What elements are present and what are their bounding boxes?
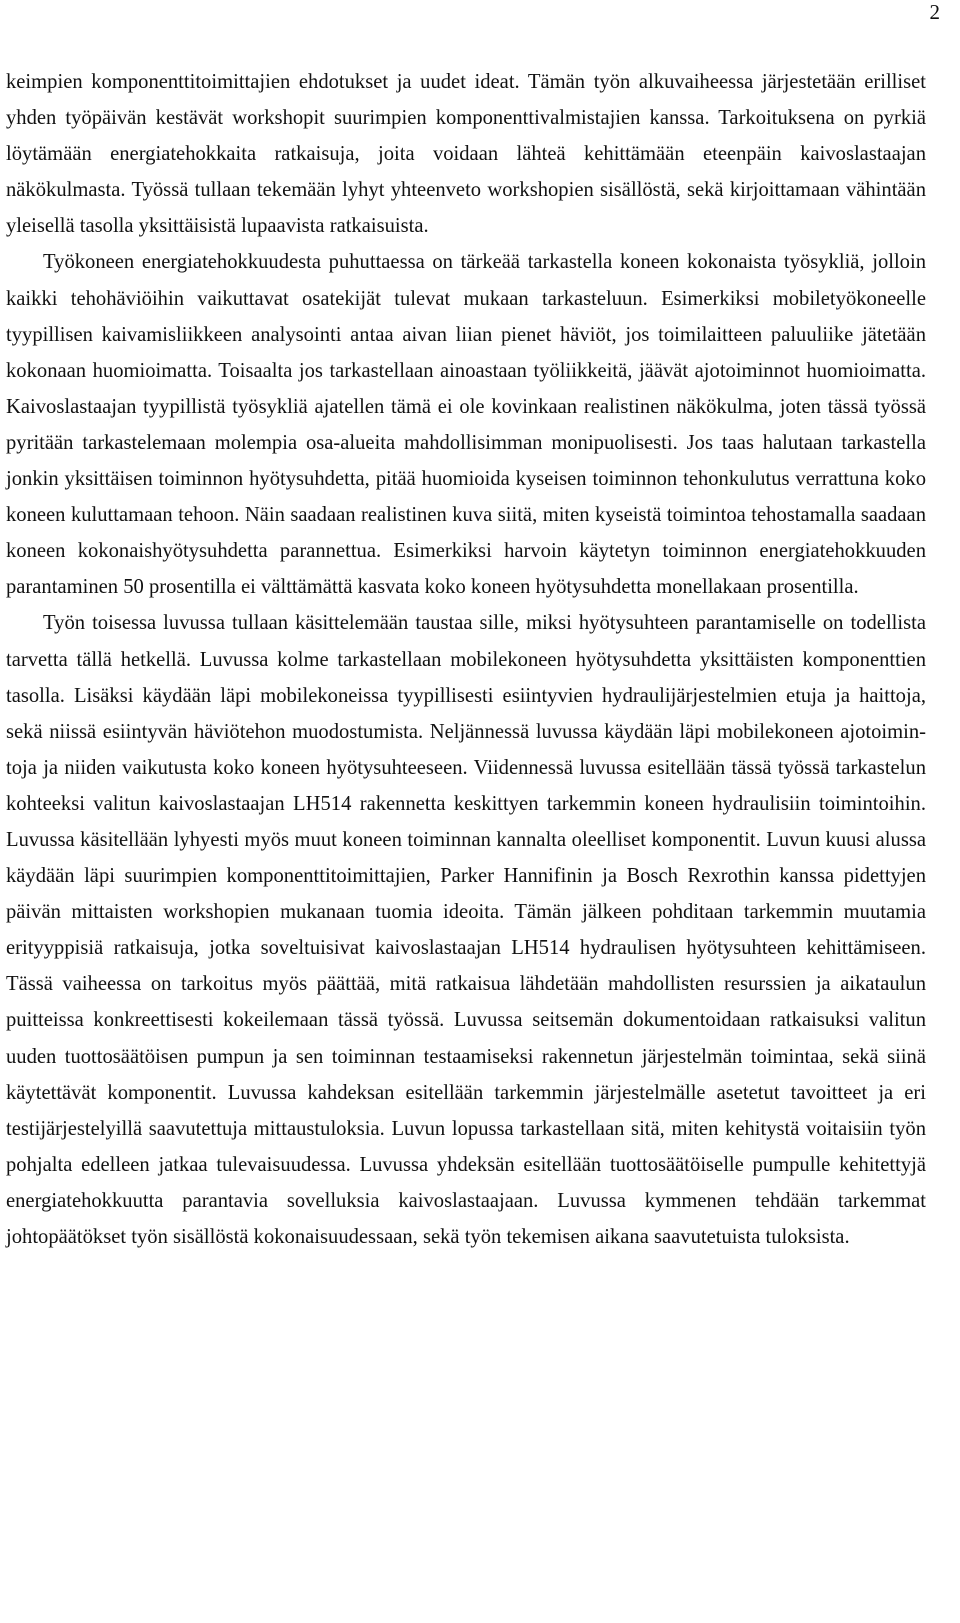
document-body [6, 64, 926, 1255]
paragraph-workshops: keimpien komponenttitoimittajien ehdotukset ja uudet ideat. Tämän työn alkuvaiheessa järjestetään erilliset yhden työpäivän kestävät workshopit suurimpien komponenttivalmistajien kanssa. Tarkoituksena on pyrkiä löytämään energiatehokkaita ratkaisuja, joita voidaan lähteä kehittämään eteenpäin kaivoslastaajan näkökulmasta. Työssä tullaan tekemään lyhyt yhteenveto workshopien sisällöstä, sekä kirjoittamaan vähintään yleisellä tasolla yksittäisistä lupaavista ratkaisuista. [6, 71, 926, 238]
paragraph-energy-efficiency: Työkoneen energiatehokkuudesta puhuttaessa on tärkeää tarkastella koneen kokonaista työsykliä, jolloin kaikki tehohäviöihin vaikuttavat osatekijät tulevat mukaan tarkasteluun. Esimerkiksi mobiletyökoneelle tyypillisen kaivamisliikkeen analysointi antaa aivan liian pienet häviöt, jos toimilaitteen paluuliike jätetään kokonaan huomioimatta. Toisaalta jos tarkastellaan ainoastaan työliikkeitä, jäävät ajotoiminnot huomioimatta. Kaivoslastaajan tyypillistä työsykliä ajatellen tämä ei ole kovinkaan realistinen näkökulma, joten tässä työssä pyritään tarkastelemaan molempia osa-alueita mahdollisimman monipuolisesti. Jos taas halutaan tarkastella jonkin yksittäisen toiminnon hyötysuhdetta, pitää huomioida kyseisen toiminnon tehonkulutus verrattuna koko koneen kuluttamaan tehoon. Näin saadaan realistinen kuva siitä, miten kyseistä toimintoa tehostamalla saadaan koneen kokonaishyötysuhdetta parannettua. Esimerkiksi harvoin käytetyn toiminnon energiatehokkuuden parantaminen 50 prosentilla ei välttämättä kasvata koko koneen hyötysuhdetta monellakaan prosentilla. [6, 251, 926, 599]
paragraph-chapter-overview: Työn toisessa luvussa tullaan käsittelemään taustaa sille, miksi hyötysuhteen parantamiselle on todellista tarvetta tällä hetkellä. Luvussa kolme tarkastellaan mobilekoneen hyötysuhdetta yksittäisten komponenttien tasolla. Lisäksi käydään läpi mobilekoneissa tyypillisesti esiintyvien hydraulijärjestelmien etuja ja haittoja, sekä niissä esiintyvän häviötehon muodostumista. Neljännessä luvussa käydään läpi mobilekoneen ajotoimintoja ja niiden vaikutusta koko koneen hyötysuhteeseen. Viidennessä luvussa esitellään tässä työssä tarkastelun kohteeksi valitun kaivoslastaajan LH514 rakennetta keskittyen tarkemmin koneen hydraulisiin toimintoihin. Luvussa käsitellään lyhyesti myös muut koneen toiminnan kannalta oleelliset komponentit. Luvun kuusi alussa käydään läpi suurimpien komponenttitoimittajien, Parker Hannifinin ja Bosch Rexrothin kanssa pidettyjen päivän mittaisten workshopien mukanaan tuomia ideoita. Tämän jälkeen pohditaan tarkemmin muutamia erityyppisiä ratkaisuja, jotka soveltuisivat kaivoslastaajan LH514 hydraulisen hyötysuhteen kehittämiseen. Tässä vaiheessa on tarkoitus myös päättää, mitä ratkaisua lähdetään mahdollisten resurssien ja aikataulun puitteissa konkreettisesti kokeilemaan tässä työssä. Luvussa seitsemän dokumentoidaan ratkaisuksi valitun uuden tuottosäätöisen pumpun ja sen toiminnan testaamiseksi rakennetun järjestelmän toimintaa, sekä siinä käytettävät komponentit. Luvussa kahdeksan esitellään tarkemmin järjestelmälle asetetut tavoitteet ja eri testijärjestelyillä saavutettuja mittaustuloksia. Luvun lopussa tarkastellaan sitä, miten kehitystä voitaisiin työn pohjalta edelleen jatkaa tulevaisuudessa. Luvussa yhdeksän esitellään tuottosäätöiselle pumpulle kehitettyjä energiatehokkuutta parantavia sovelluksia kaivoslastaajaan. Luvussa kymmenen tehdään tarkemmat johtopäätökset työn sisällöstä kokonaisuudessaan, sekä työn tekemisen aikana saavutetuista tuloksista. [6, 612, 926, 1248]
page-number: 2 [929, 0, 940, 24]
